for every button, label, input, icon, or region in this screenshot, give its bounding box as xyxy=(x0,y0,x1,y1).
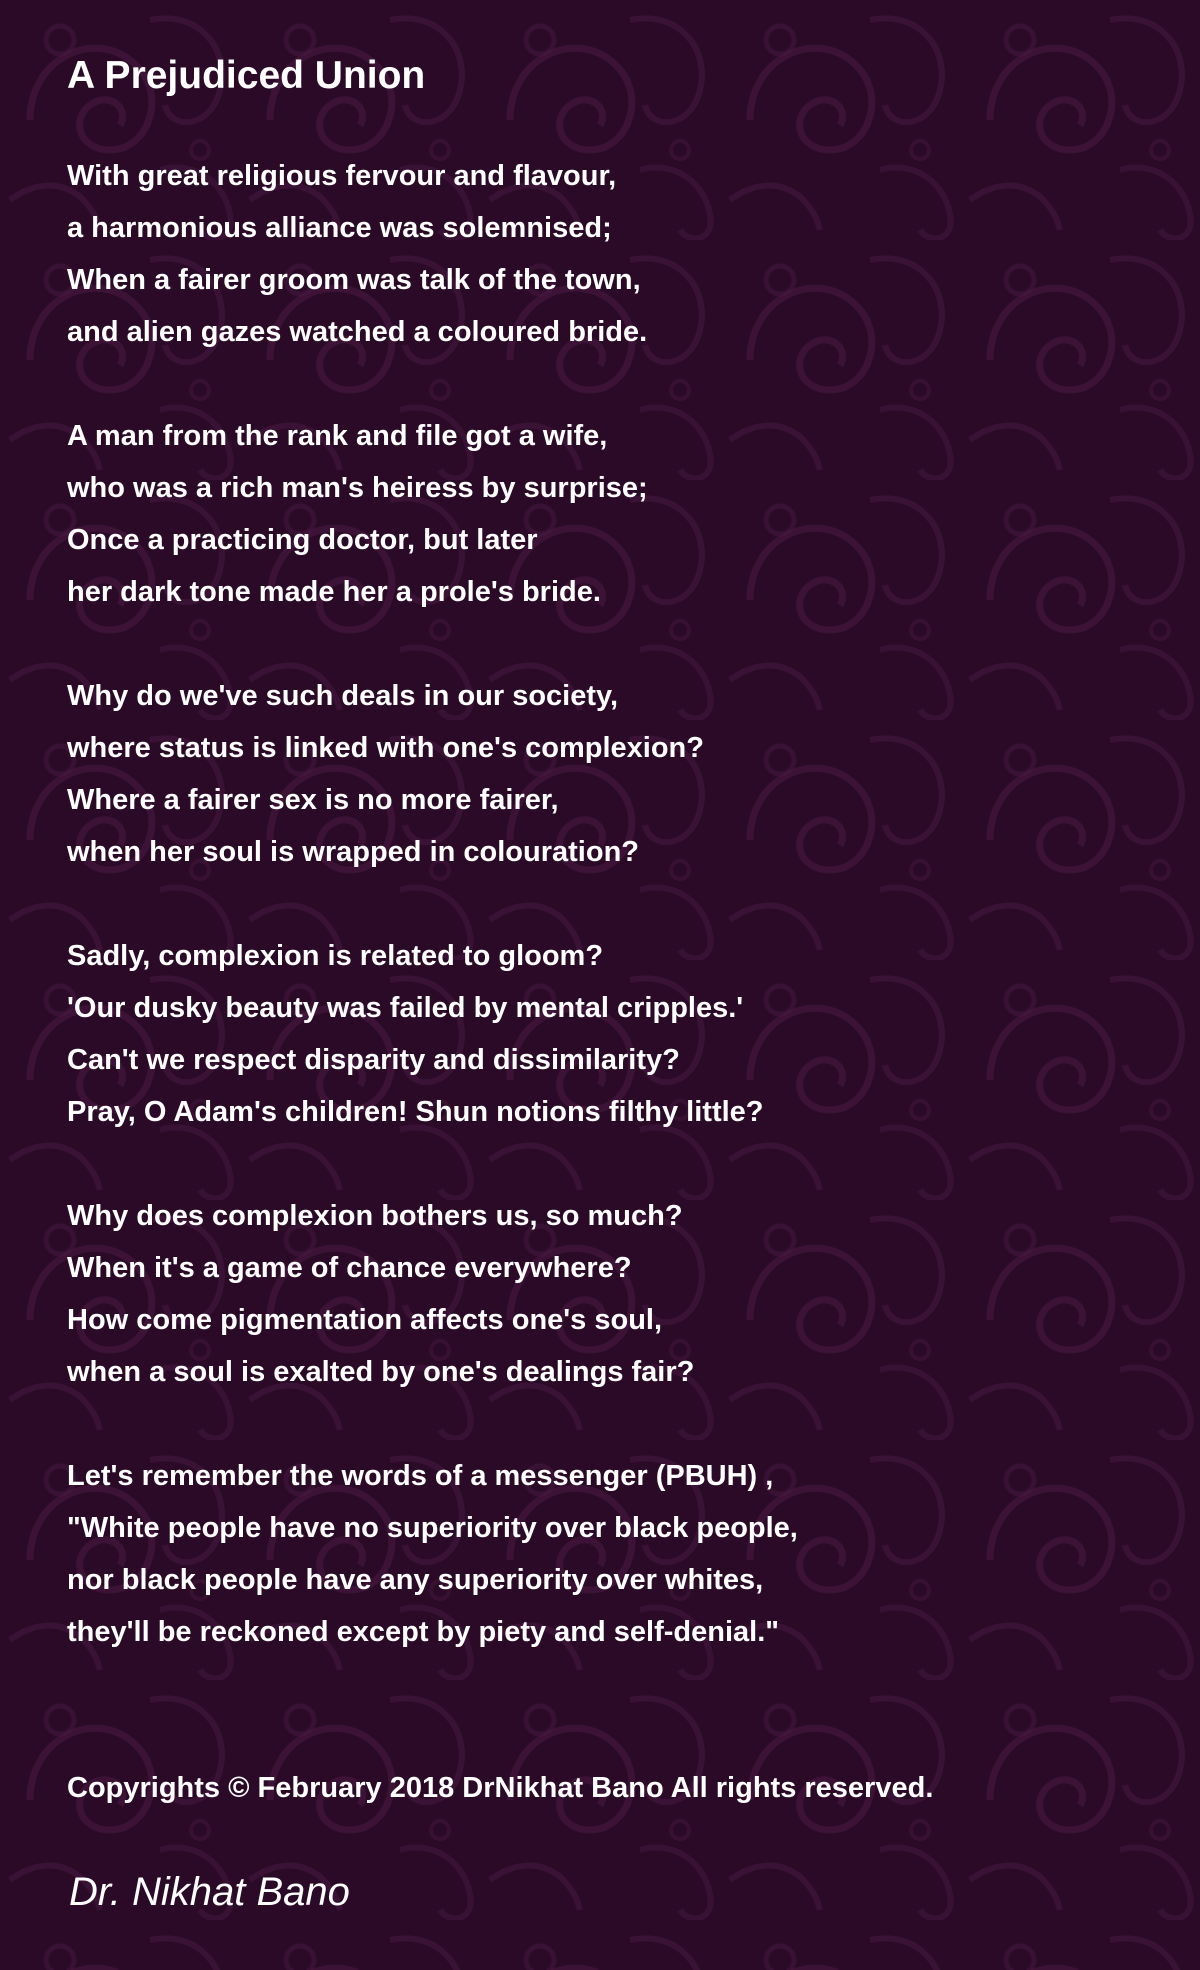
poem-line: Once a practicing doctor, but later xyxy=(67,524,538,556)
poem-title: A Prejudiced Union xyxy=(67,54,426,97)
stanza xyxy=(67,930,1147,1138)
poem-line: With great religious fervour and flavour, xyxy=(67,160,617,192)
poem-line: Let's remember the words of a messenger (PBUH) , xyxy=(67,1460,774,1492)
poem-line: nor black people have any superiority over whites, xyxy=(67,1564,764,1596)
copyright-notice: Copyrights © February 2018 DrNikhat Bano All rights reserved. xyxy=(67,1772,934,1804)
stanza xyxy=(67,1190,1147,1398)
poem-line: where status is linked with one's complexion? xyxy=(67,732,704,764)
poem-line: when a soul is exalted by one's dealings fair? xyxy=(67,1356,695,1388)
stanza xyxy=(67,150,1147,358)
poem-line: Can't we respect disparity and dissimilarity? xyxy=(67,1044,680,1076)
poem-line: Sadly, complexion is related to gloom? xyxy=(67,940,604,972)
stanza xyxy=(67,670,1147,878)
poem-line: a harmonious alliance was solemnised; xyxy=(67,212,612,244)
poem-line: and alien gazes watched a coloured bride. xyxy=(67,316,648,348)
poem-line: they'll be reckoned except by piety and self-denial." xyxy=(67,1616,780,1648)
poem-line: How come pigmentation affects one's soul, xyxy=(67,1304,663,1336)
poem-line: her dark tone made her a prole's bride. xyxy=(67,576,601,608)
poem-line: A man from the rank and file got a wife, xyxy=(67,420,608,452)
stanza xyxy=(67,1450,1147,1658)
poem-line: Why do we've such deals in our society, xyxy=(67,680,619,712)
poem-line: 'Our dusky beauty was failed by mental cripples.' xyxy=(67,992,744,1024)
stanza xyxy=(67,410,1147,618)
poem-line: When a fairer groom was talk of the town, xyxy=(67,264,641,296)
poem-line: Pray, O Adam's children! Shun notions filthy little? xyxy=(67,1096,764,1128)
author-signature: Dr. Nikhat Bano xyxy=(69,1870,350,1914)
poem-line: Why does complexion bothers us, so much? xyxy=(67,1200,683,1232)
poem-line: when her soul is wrapped in colouration? xyxy=(67,836,639,868)
poem-line: who was a rich man's heiress by surprise; xyxy=(67,472,648,504)
poem-line: Where a fairer sex is no more fairer, xyxy=(67,784,559,816)
poem-line: When it's a game of chance everywhere? xyxy=(67,1252,632,1284)
poem-body xyxy=(67,150,1147,1710)
poem-line: "White people have no superiority over black people, xyxy=(67,1512,798,1544)
